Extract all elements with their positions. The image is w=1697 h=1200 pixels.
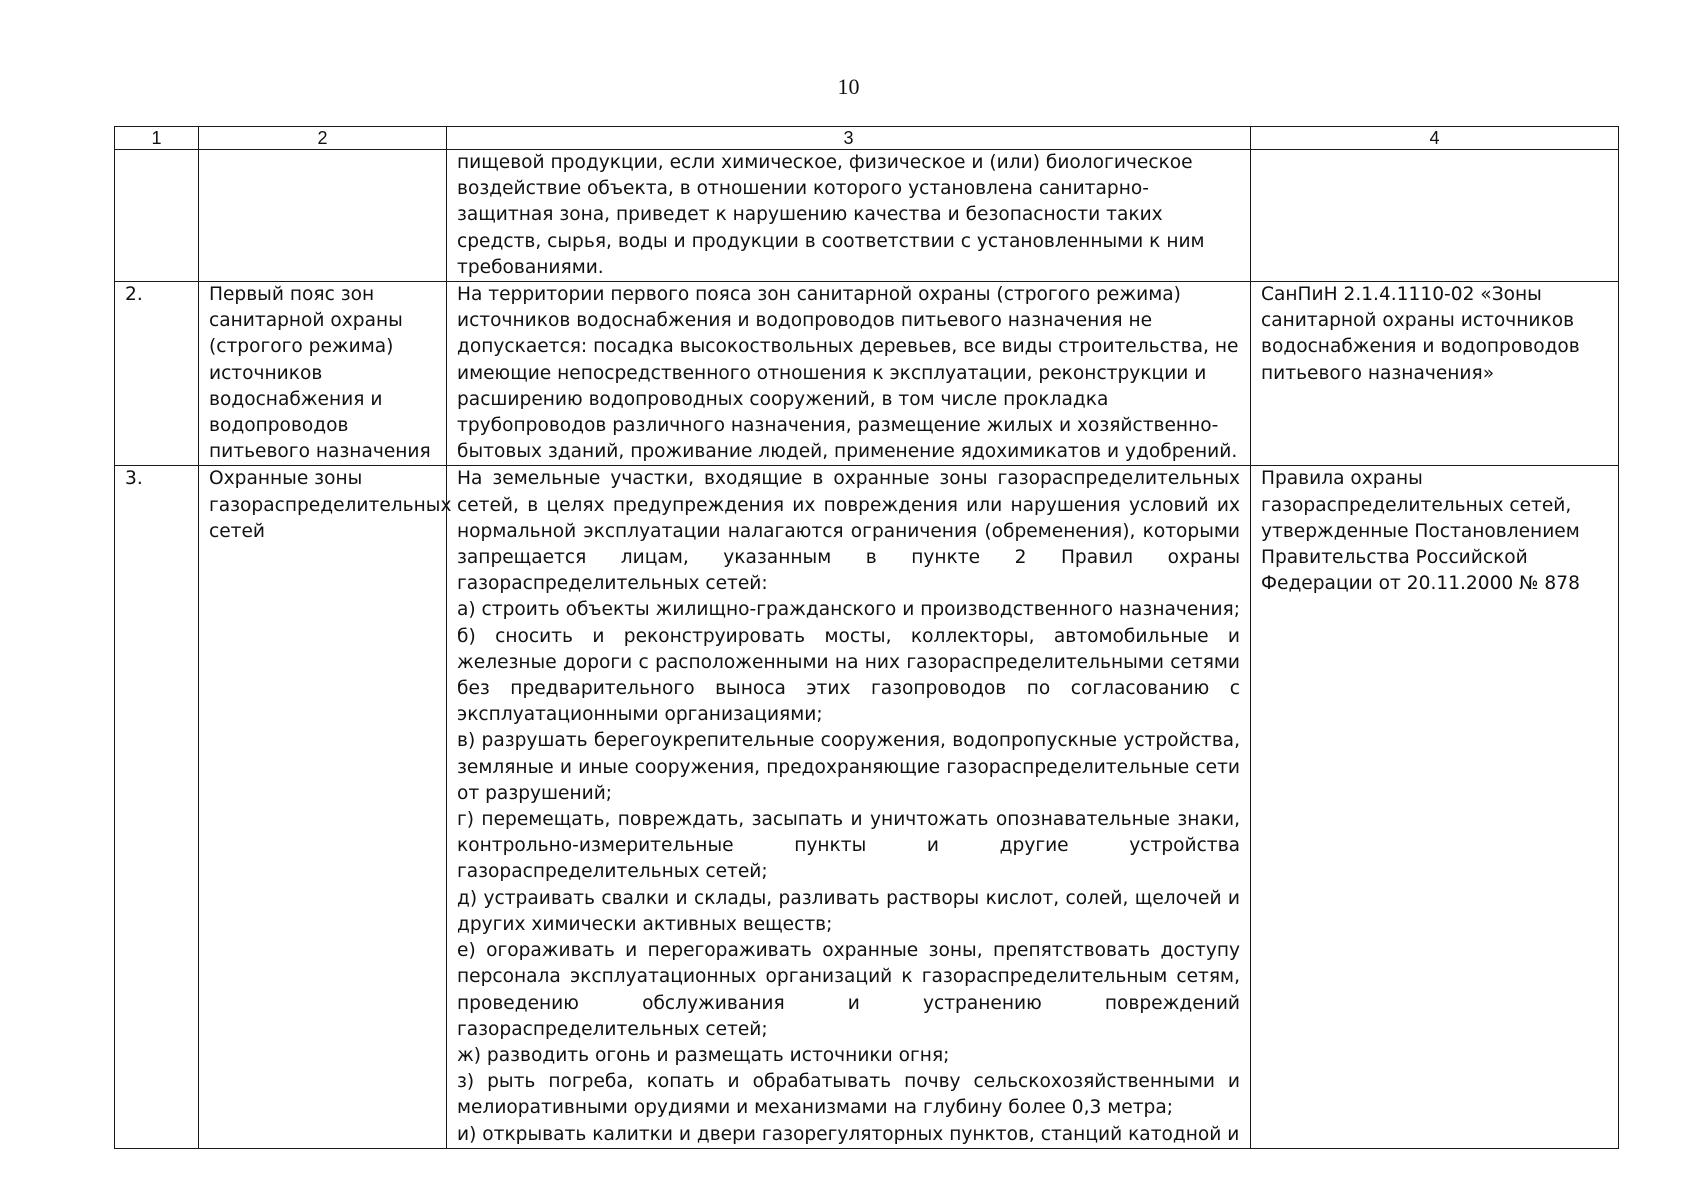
column-header-3: 3	[447, 127, 1251, 150]
table-row	[115, 466, 1619, 1148]
zone-name: Охранные зоны газораспределительных сетей	[199, 466, 447, 1148]
legal-source	[1251, 150, 1619, 282]
column-header-1: 1	[115, 127, 199, 150]
column-header-4: 4	[1251, 127, 1619, 150]
restriction-item-v: в) разрушать берегоукрепительные сооружения, водопропускные устройства, земляные и иные сооружения, предохраняющие газораспределительные сети от разрушений;	[457, 730, 1240, 804]
restriction-text	[447, 150, 1251, 282]
restriction-item-zh: ж) разводить огонь и размещать источники огня;	[457, 1044, 950, 1066]
restriction-item-d: д) устраивать свалки и склады, разливать растворы кислот, солей, щелочей и других химически активных веществ;	[457, 887, 1240, 935]
restriction-text	[447, 282, 1251, 466]
row-number	[115, 150, 199, 282]
restrictions-table	[114, 126, 1619, 1149]
zone-name: Первый пояс зон санитарной охраны (строгого режима) источников водоснабжения и водопроводов питьевого назначения	[199, 282, 447, 466]
legal-source: СанПиН 2.1.4.1110-02 «Зоны санитарной охраны источников водоснабжения и водопроводов питьевого назначения»	[1251, 282, 1619, 466]
restriction-item-e: е) огораживать и перегораживать охранные зоны, препятствовать доступу персонала эксплуатационных организаций к газораспределительным сетям, проведению обслуживания и устранению повреждений газораспределительных сетей;	[457, 940, 1240, 1040]
row-number: 2.	[115, 282, 199, 466]
restriction-item-g: г) перемещать, повреждать, засыпать и уничтожать опознавательные знаки, контрольно-измерительные пункты и другие устройства газораспределительных сетей;	[457, 809, 1240, 883]
legal-source: Правила охраны газораспределительных сетей, утвержденные Постановлением Правительства Российской Федерации от 20.11.2000 № 878	[1251, 466, 1619, 1148]
table-row	[115, 150, 1619, 282]
restriction-item-b: б) сносить и реконструировать мосты, коллекторы, автомобильные и железные дороги с расположенными на них газораспределительными сетями без предварительного выноса этих газопроводов по согласованию с эксплуатационными организациями;	[457, 625, 1240, 726]
restriction-paragraph: На земельные участки, входящие в охранные зоны газораспределительных сетей, в целях предупреждения их повреждения или нарушения условий их нормальной эксплуатации налагаются ограничения (обременения), которыми запрещается лицам, указанным в пункте 2 Правил охраны газораспределительных сетей:	[457, 468, 1240, 595]
restriction-item-i: и) открывать калитки и двери газорегуляторных пунктов, станций катодной и	[457, 1123, 1240, 1145]
table-row	[115, 282, 1619, 466]
zone-name	[199, 150, 447, 282]
restriction-item-a: а) строить объекты жилищно-гражданского и производственного назначения;	[457, 599, 1241, 621]
column-header-2: 2	[199, 127, 447, 150]
page-number: 10	[837, 74, 860, 99]
table-header-row	[115, 127, 1619, 150]
row-number: 3.	[115, 466, 199, 1148]
restriction-text	[447, 466, 1251, 1148]
restriction-paragraph: На территории первого пояса зон санитарной охраны (строгого режима) источников водоснабжения и водопроводов питьевого назначения не допускается: посадка высокоствольных деревьев, все виды строительства, не имеющие непосредственного отношения к эксплуатации, реконструкции и расширению водопроводных сооружений, в том числе прокладка трубопроводов различного назначения, размещение жилых и хозяйственно-бытовых зданий, проживание людей, применение ядохимикатов и удобрений.	[457, 284, 1239, 463]
restriction-item-z: з) рыть погреба, копать и обрабатывать почву сельскохозяйственными и мелиоративными орудиями и механизмами на глубину более 0,3 метра;	[457, 1071, 1240, 1119]
restriction-paragraph: пищевой продукции, если химическое, физическое и (или) биологическое воздействие объекта, в отношении которого установлена санитарно-защитная зона, приведет к нарушению качества и безопасности таких средств, сырья, воды и продукции в соответствии с установленными к ним требованиями.	[457, 152, 1205, 278]
